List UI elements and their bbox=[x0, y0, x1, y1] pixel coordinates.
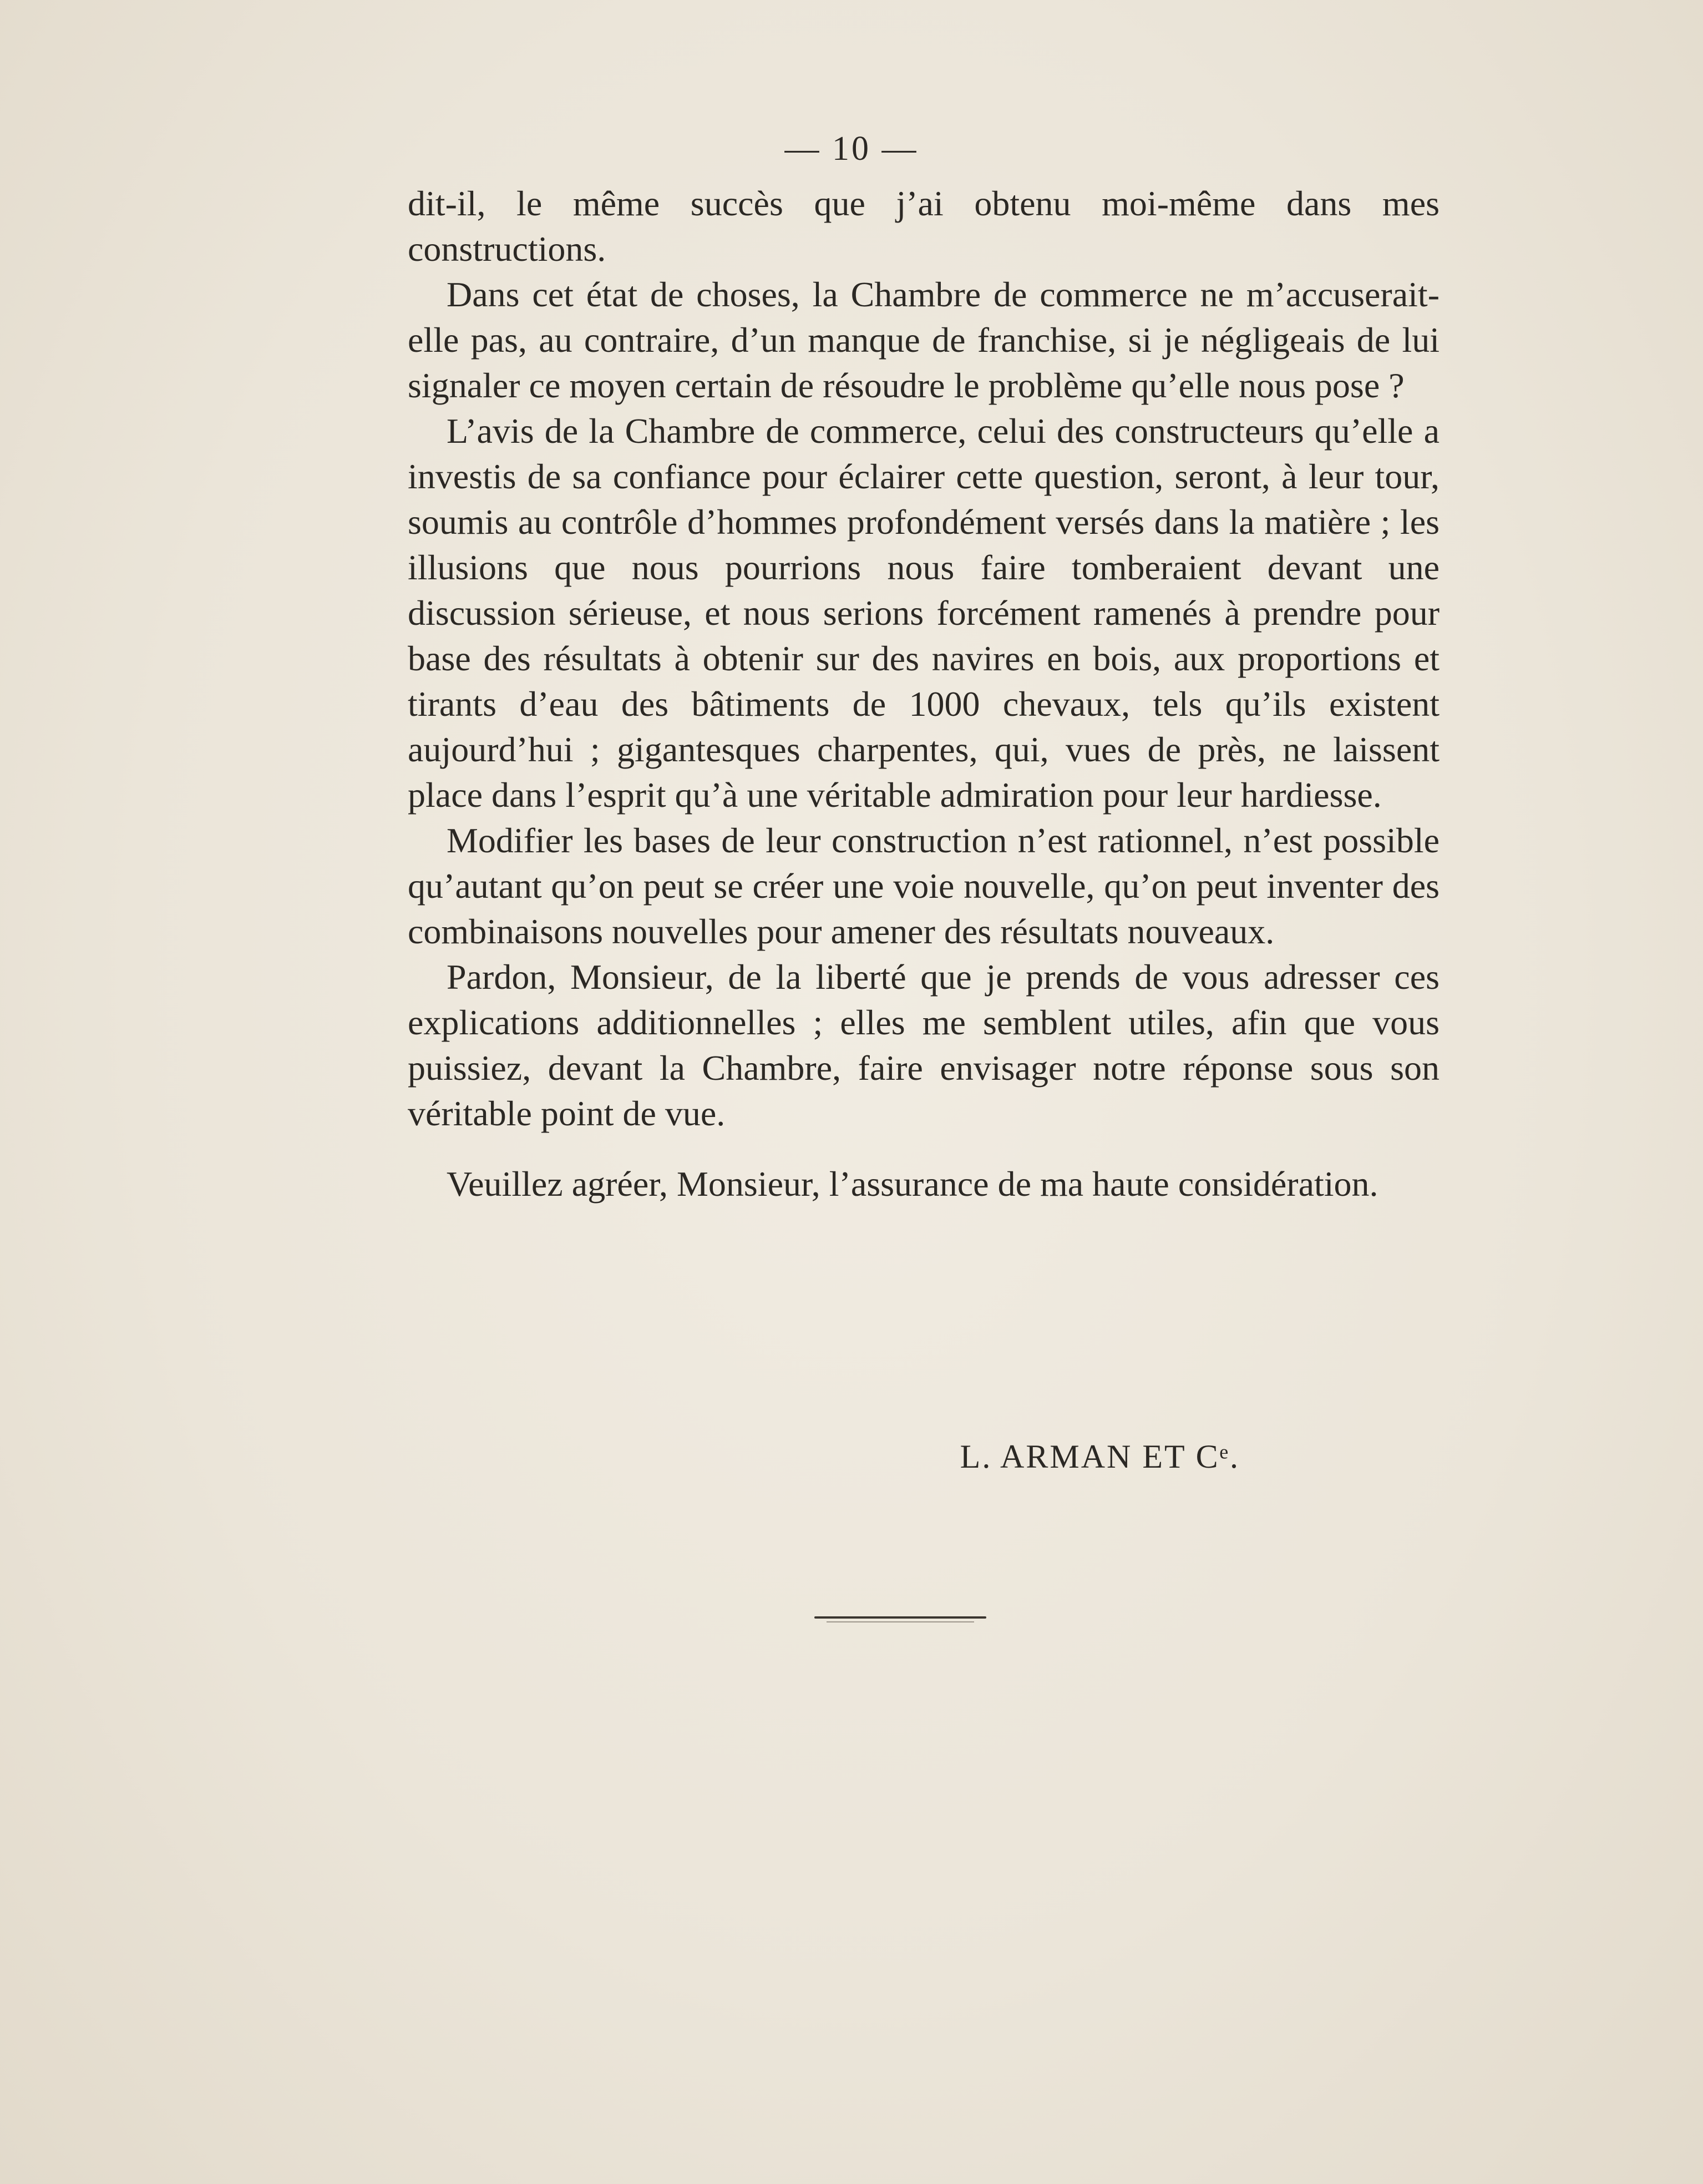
page-number: — 10 — bbox=[784, 130, 919, 168]
signature: L. ARMAN ET Cᵉ. bbox=[960, 1438, 1240, 1475]
end-rule bbox=[814, 1616, 986, 1619]
paragraph-pardon: Pardon, Monsieur, de la liberté que je prends de vous adresser ces explications additionnelles ; elles me semblent utiles, afin que vous puissiez, devant la Chambre, faire envisager notre réponse sous son véritable point de vue. bbox=[408, 957, 1440, 1133]
closing-salutation: Veuillez agréer, Monsieur, l’assurance de ma haute considération. bbox=[447, 1164, 1378, 1204]
end-rule-shadow bbox=[827, 1621, 974, 1622]
paragraph-modifier-bases: Modifier les bases de leur construction n’est rationnel, n’est possible qu’autant qu’on peut se créer une voie nouvelle, qu’on peut inventer des combinaisons nouvelles pour amener des résultats nouveaux. bbox=[408, 821, 1440, 951]
body-text bbox=[408, 181, 1440, 1207]
paragraph-continuation: dit-il, le même succès que j’ai obtenu moi-même dans mes constructions. bbox=[408, 184, 1440, 269]
paragraph-chambre-franchise: Dans cet état de choses, la Chambre de commerce ne m’accuserait-elle pas, au contraire, d’un manque de franchise, si je négligeais de lui signaler ce moyen certain de résoudre le problème qu’elle nous pose ? bbox=[408, 275, 1440, 405]
paragraph-avis-chambre: L’avis de la Chambre de commerce, celui des constructeurs qu’elle a investis de sa confiance pour éclairer cette question, seront, à leur tour, soumis au contrôle d’hommes profondément versés dans la matière ; les illusions que nous pourrions nous faire tomberaient devant une discussion sérieuse, et nous serions forcément ramenés à prendre pour base des résultats à obtenir sur des navires en bois, aux proportions et tirants d’eau des bâtiments de 1000 chevaux, tels qu’ils existent aujourd’hui ; gigantesques charpentes, qui, vues de près, ne laissent place dans l’esprit qu’à une véritable admiration pour leur hardiesse. bbox=[408, 411, 1440, 815]
